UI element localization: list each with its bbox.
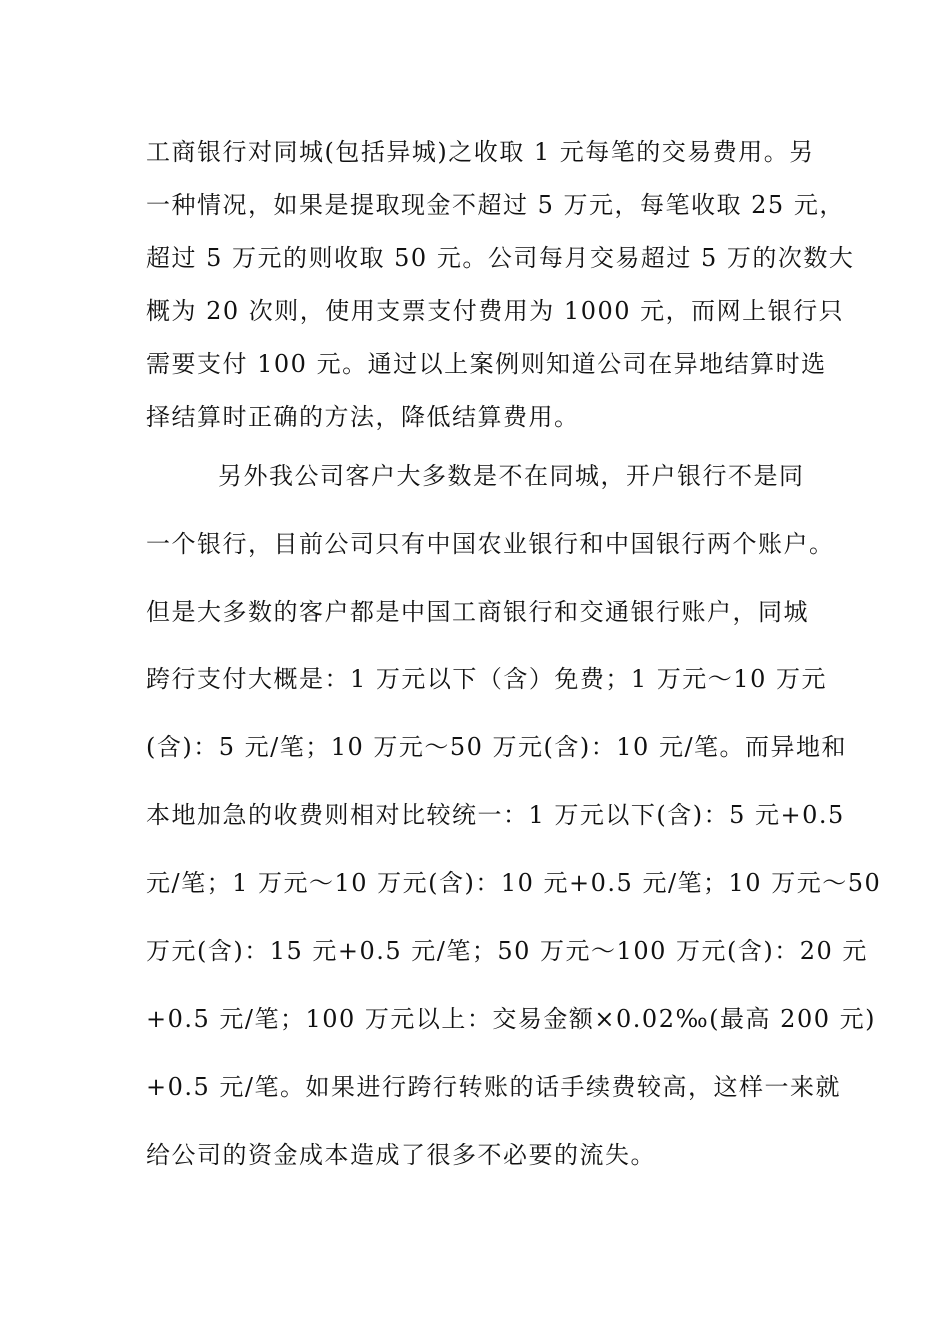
paragraph-2-line-9: +0.5 元/笔；100 万元以上：交易金额×0.02‰(最高 200 元) [146,1005,876,1033]
paragraph-1-line-2: 一种情况，如果是提取现金不超过 5 万元，每笔收取 25 元， [146,191,845,219]
paragraph-1-line-3: 超过 5 万元的则收取 50 元。公司每月交易超过 5 万的次数大 [146,244,855,272]
paragraph-1-line-6: 择结算时正确的方法，降低结算费用。 [146,403,580,431]
paragraph-2-line-2: 一个银行，目前公司只有中国农业银行和中国银行两个账户。 [146,530,835,558]
paragraph-2-line-7: 元/笔；1 万元～10 万元(含)：10 元+0.5 元/笔；10 万元～50 [146,869,882,897]
paragraph-2-line-6: 本地加急的收费则相对比较统一：1 万元以下(含)：5 元+0.5 [146,801,845,829]
paragraph-2-line-4: 跨行支付大概是：1 万元以下（含）免费；1 万元～10 万元 [146,665,827,693]
paragraph-2-line-3: 但是大多数的客户都是中国工商银行和交通银行账户，同城 [146,598,809,626]
paragraph-1-line-5: 需要支付 100 元。通过以上案例则知道公司在异地结算时选 [146,350,827,378]
paragraph-2-line-11: 给公司的资金成本造成了很多不必要的流失。 [146,1141,656,1169]
paragraph-2-line-10: +0.5 元/笔。如果进行跨行转账的话手续费较高，这样一来就 [146,1073,841,1101]
paragraph-1-line-4: 概为 20 次则，使用支票支付费用为 1000 元，而网上银行只 [146,297,845,325]
paragraph-2-line-8: 万元(含)：15 元+0.5 元/笔；50 万元～100 万元(含)：20 元 [146,937,868,965]
paragraph-1-line-1: 工商银行对同城(包括异城)之收取 1 元每笔的交易费用。另 [146,138,815,166]
paragraph-2-line-5: (含)：5 元/笔；10 万元～50 万元(含)：10 元/笔。而异地和 [146,733,848,761]
paragraph-2-line-1: 另外我公司客户大多数是不在同城，开户银行不是同 [218,462,805,490]
